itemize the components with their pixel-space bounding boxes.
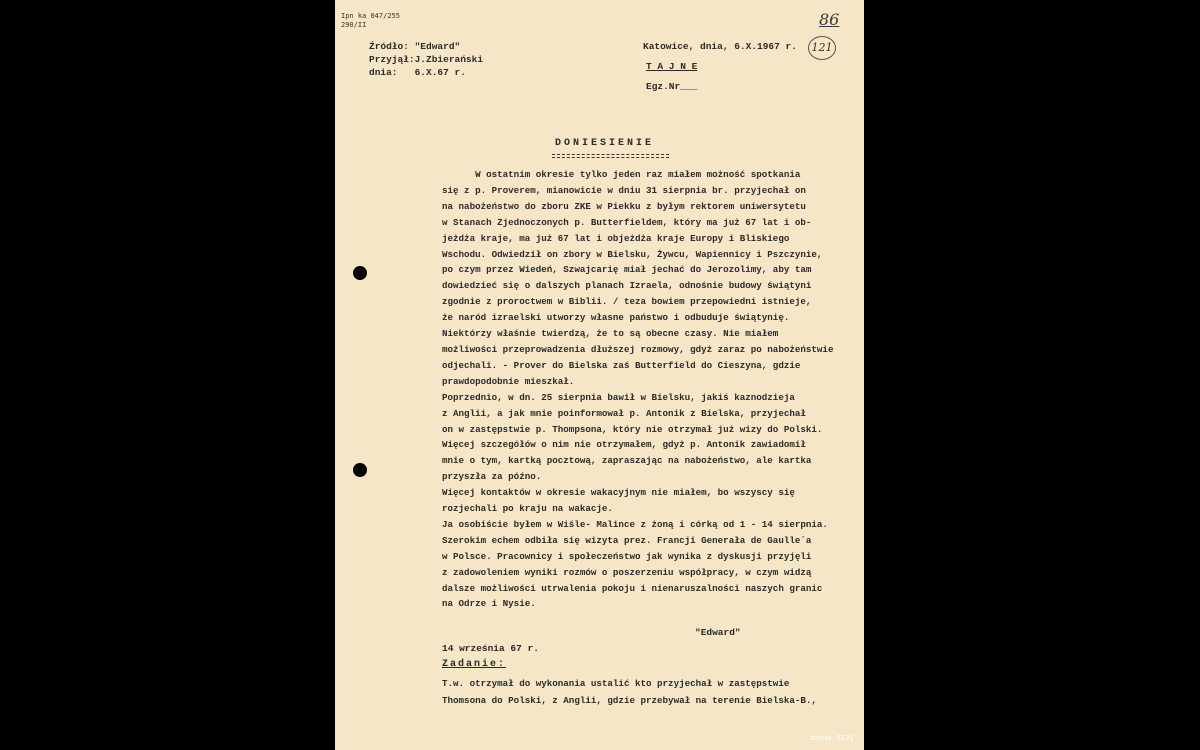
text-line: dowiedzieć się o dalszych planach Izraela, odnośnie budowy świątyni — [442, 280, 812, 292]
text-line: odjechali. - Prover do Bielska zaś Butterfield do Cieszyna, gdzie — [442, 359, 801, 371]
text-line: Poprzednio, w dn. 25 sierpnia bawił w Bielsku, jakiś kaznodzieja — [442, 391, 795, 403]
page-counter: strona: 0121 — [809, 734, 854, 742]
text-line: przyszła za późno. — [442, 471, 542, 483]
text-line: że naród izraelski utworzy własne państwo i odbuduje świątynię. — [442, 312, 790, 324]
text-line: w Polsce. Pracownicy i społeczeństwo jak wynika z dyskusji przyjęli — [442, 550, 812, 562]
circled-page-number: 121 — [808, 36, 836, 60]
source-field: Źródło: "Edward" — [369, 41, 461, 52]
title-underline-second — [552, 157, 669, 158]
text-line: W ostatnim okresie tylko jeden raz miałem możność spotkania — [442, 169, 801, 180]
text-line: on w zastępstwie p. Thompsona, który nie otrzymał już wizy do Polski. — [442, 423, 823, 435]
archive-signature-line1: Ipn ka 047/255 — [341, 12, 401, 20]
text-line: po czym przez Wiedeń, Szwajcarię miał jechać do Jerozolimy, aby tam — [442, 264, 812, 276]
text-line: Szerokim echem odbiła się wizyta prez. Francji Generała de Gaulle´a — [442, 534, 812, 546]
text-line: dalsze możliwości utrwalenia pokoju i nienaruszalności naszych granic — [442, 582, 823, 594]
punch-hole-top — [353, 266, 367, 280]
received-date-field: dnia: 6.X.67 r. — [369, 67, 466, 78]
text-line: Więcej kontaktów w okresie wakacyjnym nie miałem, bo wszyscy się — [442, 487, 795, 499]
signature: "Edward" — [695, 627, 741, 638]
text-line: T.w. otrzymał do wykonania ustalić kto przyjechał w zastępstwie — [442, 678, 790, 689]
task-heading: Zadanie: — [442, 659, 507, 670]
text-line: jeżdża kraje, ma już 67 lat i objeżdża kraje Europy i Bliskiego — [442, 232, 790, 244]
document-body — [442, 167, 857, 612]
handwritten-page-number: 86 — [819, 10, 840, 29]
text-line: prawdopodobnie mieszkał. — [442, 375, 575, 387]
text-line: się z p. Proverem, mianowicie w dniu 31 sierpnia br. przyjechał on — [442, 184, 806, 196]
text-line: Niektórzy właśnie twierdzą, że to są obecne czasy. Nie miałem — [442, 328, 779, 340]
text-line: Ja osobiście byłem w Wiśle- Malince z żoną i córką od 1 - 14 sierpnia. — [442, 518, 828, 530]
text-line: zgodnie z proroctwem w Biblii. / teza bowiem przepowiedni istnieje, — [442, 296, 812, 308]
text-line: z zadowoleniem wyniki rozmów o poszerzeniu współpracy, w czym widzą — [442, 566, 812, 578]
text-line: rozjechali po kraju na wakacje. — [442, 503, 613, 515]
text-line: na nabożeństwo do zboru ZKE w Piekku z byłym rektorem uniwersytetu — [442, 200, 806, 212]
classification-stamp: T A J N E — [646, 61, 698, 72]
copy-number: Egz.Nr___ — [646, 81, 698, 92]
received-by-field: Przyjął:J.Zbierański — [369, 54, 484, 65]
text-line: na Odrze i Nysie. — [442, 598, 536, 610]
archive-signature-line2: 290/II — [341, 21, 367, 29]
document-page — [335, 0, 864, 750]
text-line: Thomsona do Polski, z Anglii, gdzie przebywał na terenie Bielska-B., — [442, 695, 817, 706]
text-line: Wschodu. Odwiedził on zbory w Bielsku, Żywcu, Wapiennicy i Pszczynie, — [442, 248, 823, 260]
text-line: mnie o tym, kartką pocztową, zapraszając na nabożeństwo, ale kartka — [442, 455, 812, 467]
task-body — [442, 675, 817, 709]
text-line: możliwości przeprowadzenia dłuższej rozmowy, gdyż zaraz po nabożeństwie — [442, 343, 834, 355]
punch-hole-bottom — [353, 463, 367, 477]
signature-date: 14 września 67 r. — [442, 643, 539, 654]
text-line: Więcej szczegółów o nim nie otrzymałem, gdyż p. Antonik zawiadomił — [442, 439, 806, 451]
text-line: z Anglii, a jak mnie poinformował p. Antonik z Bielska, przyjechał — [442, 407, 806, 419]
document-title: DONIESIENIE — [555, 138, 655, 149]
text-line: w Stanach Zjednoczonych p. Butterfieldem, który ma już 67 lat i ob- — [442, 216, 812, 228]
title-underline — [552, 154, 669, 155]
place-date: Katowice, dnia, 6.X.1967 r. — [643, 41, 797, 52]
